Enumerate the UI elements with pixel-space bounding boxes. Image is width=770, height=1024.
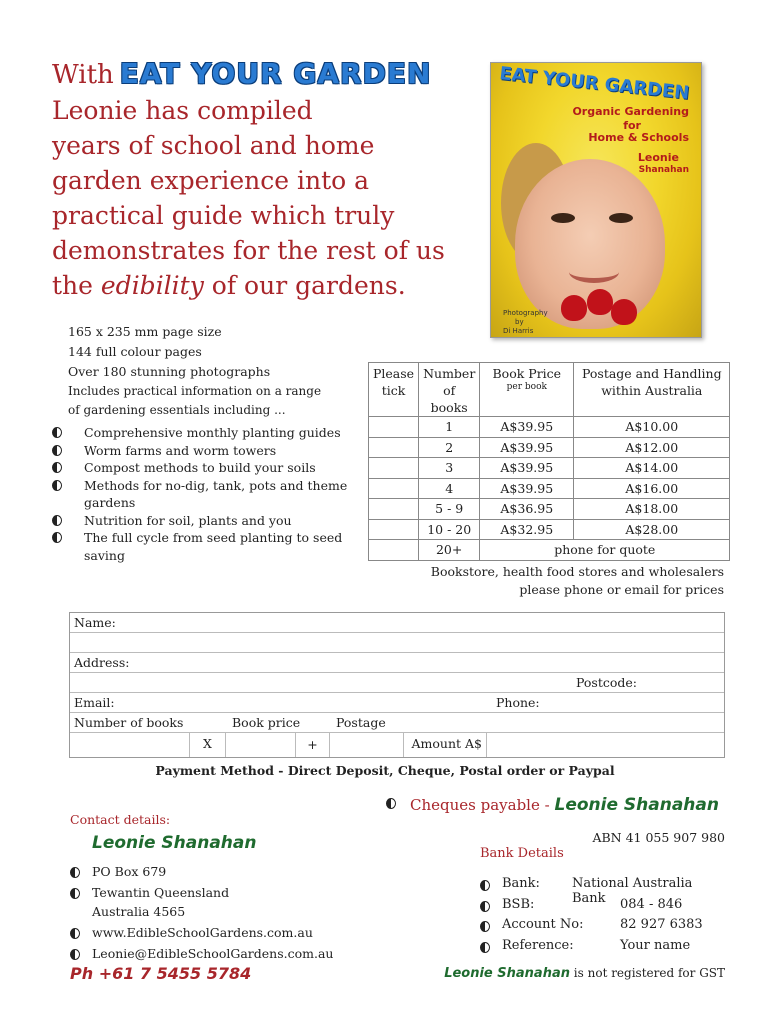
list-item-text: The full cycle from seed planting to seed saving bbox=[84, 530, 343, 563]
table-row bbox=[369, 417, 730, 438]
payment-method: Payment Method - Direct Deposit, Cheque, Postal order or Paypal bbox=[155, 763, 615, 778]
book-cover-image bbox=[490, 62, 702, 338]
cover-photo-credit-line: by bbox=[515, 318, 524, 326]
postcode-label: Postcode: bbox=[576, 675, 638, 690]
tick-box[interactable] bbox=[369, 417, 419, 438]
cheques-payable bbox=[386, 795, 719, 815]
headline-line: garden experience into a bbox=[52, 166, 370, 195]
website-link[interactable]: www.EdibleSchoolGardens.com.au bbox=[92, 925, 313, 940]
list-item bbox=[52, 459, 362, 477]
tick-box[interactable] bbox=[369, 540, 419, 561]
cover-photo-credit bbox=[503, 309, 548, 336]
list-item bbox=[70, 862, 370, 881]
list-item-text: Worm farms and worm towers bbox=[84, 442, 277, 458]
calc-labels-row bbox=[70, 713, 724, 733]
cover-title: EAT YOUR GARDEN bbox=[498, 63, 691, 104]
bullet-icon bbox=[52, 427, 62, 438]
header-price bbox=[480, 363, 574, 417]
headline bbox=[52, 56, 472, 303]
table-row bbox=[369, 437, 730, 458]
cell-number: 5 - 9 bbox=[419, 499, 480, 520]
bullet-icon bbox=[52, 445, 62, 456]
cover-eye bbox=[551, 213, 575, 223]
table-row bbox=[369, 519, 730, 540]
cover-subtitle: for bbox=[623, 119, 641, 132]
list-item bbox=[70, 944, 370, 963]
cell-price: A$39.95 bbox=[480, 417, 574, 438]
postage-input[interactable] bbox=[330, 733, 404, 757]
cover-subtitle: Home & Schools bbox=[588, 131, 689, 144]
cover-subtitle: Organic Gardening bbox=[572, 105, 689, 118]
postcode-row[interactable] bbox=[70, 673, 724, 693]
cell-price: A$39.95 bbox=[480, 437, 574, 458]
list-item-text: Methods for no-dig, tank, pots and theme gardens bbox=[84, 477, 348, 510]
contact-list bbox=[70, 862, 370, 965]
book-specs bbox=[68, 322, 358, 420]
bullet-icon bbox=[480, 921, 490, 932]
bank-key: Account No: bbox=[502, 917, 584, 932]
bullet-icon bbox=[70, 888, 80, 899]
headline-emphasis: edibility bbox=[100, 271, 204, 300]
header-price-sub: per book bbox=[506, 382, 547, 392]
phone-label: Phone: bbox=[496, 695, 540, 710]
email-label: Email: bbox=[74, 695, 115, 710]
contact-name: Leonie Shanahan bbox=[92, 833, 257, 853]
list-item bbox=[52, 424, 362, 442]
number-of-books-label: Number of books bbox=[74, 715, 184, 730]
list-item bbox=[70, 883, 370, 921]
bank-value: National Australia Bank bbox=[572, 876, 693, 906]
cover-author: Shanahan bbox=[638, 165, 689, 175]
name-field[interactable] bbox=[70, 613, 724, 633]
cell-quote: phone for quote bbox=[480, 540, 730, 561]
cover-smile bbox=[569, 261, 619, 283]
gst-name: Leonie Shanahan bbox=[444, 966, 570, 981]
cell-number: 10 - 20 bbox=[419, 519, 480, 540]
headline-line: practical guide which truly bbox=[52, 201, 395, 230]
bank-row bbox=[480, 938, 730, 959]
price-table bbox=[368, 362, 730, 561]
bank-details bbox=[480, 876, 730, 958]
gst-note bbox=[440, 966, 725, 981]
headline-line bbox=[52, 268, 472, 303]
bank-row bbox=[480, 917, 730, 938]
headline-line: demonstrates for the rest of us bbox=[52, 236, 445, 265]
bank-value: Your name bbox=[620, 937, 691, 953]
brand-logo-text: EAT YOUR GARDEN bbox=[119, 57, 432, 90]
headline-text: the bbox=[52, 271, 101, 300]
bank-row bbox=[480, 897, 730, 918]
headline-with: With bbox=[52, 60, 114, 90]
cell-postage: A$14.00 bbox=[574, 458, 730, 479]
gst-text: is not registered for GST bbox=[569, 966, 725, 980]
cell-number: 20+ bbox=[419, 540, 480, 561]
bullet-icon bbox=[386, 798, 396, 809]
stores-note-line: Bookstore, health food stores and wholesalers bbox=[430, 564, 724, 579]
bank-value: 82 927 6383 bbox=[620, 917, 703, 932]
name-label: Name: bbox=[74, 615, 116, 630]
list-item bbox=[52, 512, 362, 530]
cell-price: A$36.95 bbox=[480, 499, 574, 520]
bullet-icon bbox=[52, 462, 62, 473]
cell-price: A$39.95 bbox=[480, 458, 574, 479]
bank-key: Reference: bbox=[502, 937, 574, 953]
cell-postage: A$16.00 bbox=[574, 478, 730, 499]
list-item bbox=[52, 477, 362, 512]
bank-key: BSB: bbox=[502, 896, 535, 912]
book-price-label: Book price bbox=[232, 715, 301, 730]
table-row bbox=[369, 499, 730, 520]
order-form bbox=[69, 612, 725, 758]
cover-eye bbox=[609, 213, 633, 223]
bullet-icon bbox=[480, 880, 490, 891]
table-header-row bbox=[369, 363, 730, 417]
tick-box[interactable] bbox=[369, 437, 419, 458]
cheques-name: Leonie Shanahan bbox=[554, 795, 719, 815]
header-tick: Please tick bbox=[369, 363, 419, 417]
list-item-text: Nutrition for soil, plants and you bbox=[84, 512, 292, 528]
amount-label: Amount A$ bbox=[411, 736, 482, 751]
header-price-label: Book Price bbox=[492, 366, 562, 381]
bullet-icon bbox=[52, 515, 62, 526]
cover-photo-credit-line: Di Harris bbox=[503, 327, 534, 335]
name-field-extra-line[interactable] bbox=[70, 633, 724, 653]
contact-phone: Ph +61 7 5455 5784 bbox=[70, 964, 252, 983]
times-sign: X bbox=[190, 733, 226, 757]
abn: ABN 41 055 907 980 bbox=[592, 830, 725, 845]
number-of-books-input[interactable] bbox=[70, 733, 190, 757]
cover-strawberry bbox=[561, 295, 587, 321]
plus-sign: + bbox=[296, 733, 330, 757]
email-phone-row[interactable] bbox=[70, 693, 724, 713]
amount-input[interactable] bbox=[486, 733, 726, 757]
bullet-icon bbox=[70, 928, 80, 939]
tick-box[interactable] bbox=[369, 458, 419, 479]
tick-box[interactable] bbox=[369, 519, 419, 540]
stores-note-line: please phone or email for prices bbox=[519, 582, 724, 597]
bullet-icon bbox=[480, 901, 490, 912]
contact-label: Contact details: bbox=[70, 812, 171, 827]
spec-photos: Over 180 stunning photographs bbox=[68, 364, 271, 379]
spec-pages: 144 full colour pages bbox=[68, 344, 202, 359]
tick-box[interactable] bbox=[369, 478, 419, 499]
table-row bbox=[369, 540, 730, 561]
cell-number: 1 bbox=[419, 417, 480, 438]
cover-photo-credit-line: Photography bbox=[503, 309, 548, 317]
cell-number: 2 bbox=[419, 437, 480, 458]
tick-box[interactable] bbox=[369, 499, 419, 520]
list-item bbox=[52, 442, 362, 460]
cover-strawberry bbox=[587, 289, 613, 315]
bullet-icon bbox=[70, 949, 80, 960]
cell-postage: A$10.00 bbox=[574, 417, 730, 438]
bullet-icon bbox=[52, 480, 62, 491]
table-row bbox=[369, 478, 730, 499]
cover-author: Leonie bbox=[637, 151, 679, 164]
cheques-label: Cheques payable - bbox=[410, 796, 550, 814]
cell-postage: A$18.00 bbox=[574, 499, 730, 520]
cell-postage: A$28.00 bbox=[574, 519, 730, 540]
bank-key: Bank: bbox=[502, 876, 540, 891]
headline-line: Leonie has compiled bbox=[52, 96, 313, 125]
address-field[interactable] bbox=[70, 653, 724, 673]
bank-label: Bank Details bbox=[480, 846, 564, 861]
spec-intro: Includes practical information on a range bbox=[68, 384, 322, 398]
cell-number: 4 bbox=[419, 478, 480, 499]
cell-price: A$39.95 bbox=[480, 478, 574, 499]
header-postage: Postage and Handling within Australia bbox=[574, 363, 730, 417]
spec-intro: of gardening essentials including ... bbox=[68, 403, 286, 417]
headline-line: years of school and home bbox=[52, 131, 375, 160]
bank-value: 084 - 846 bbox=[620, 896, 683, 912]
bullet-icon bbox=[70, 867, 80, 878]
list-item-text: Compost methods to build your soils bbox=[84, 460, 316, 475]
email-link[interactable]: Leonie@EdibleSchoolGardens.com.au bbox=[92, 946, 334, 961]
stores-note bbox=[380, 563, 724, 599]
cell-number: 3 bbox=[419, 458, 480, 479]
calc-row bbox=[70, 733, 724, 757]
feature-list bbox=[52, 424, 362, 564]
spec-page-size: 165 x 235 mm page size bbox=[68, 324, 222, 339]
address-label: Address: bbox=[74, 655, 130, 670]
cover-strawberry bbox=[611, 299, 637, 325]
headline-text: of our gardens. bbox=[203, 271, 406, 300]
list-item bbox=[52, 529, 362, 564]
book-price-input[interactable] bbox=[226, 733, 296, 757]
header-number: Number of books bbox=[419, 363, 480, 417]
list-item bbox=[70, 923, 370, 942]
postage-label: Postage bbox=[336, 715, 386, 730]
po-box: PO Box 679 bbox=[92, 864, 167, 879]
cell-postage: A$12.00 bbox=[574, 437, 730, 458]
cell-price: A$32.95 bbox=[480, 519, 574, 540]
table-row bbox=[369, 458, 730, 479]
bullet-icon bbox=[52, 532, 62, 543]
list-item-text: Comprehensive monthly planting guides bbox=[84, 425, 341, 440]
address-state: Australia 4565 bbox=[92, 904, 186, 919]
headline-first-line bbox=[52, 56, 472, 93]
address-town: Tewantin Queensland bbox=[92, 885, 230, 900]
bullet-icon bbox=[480, 942, 490, 953]
